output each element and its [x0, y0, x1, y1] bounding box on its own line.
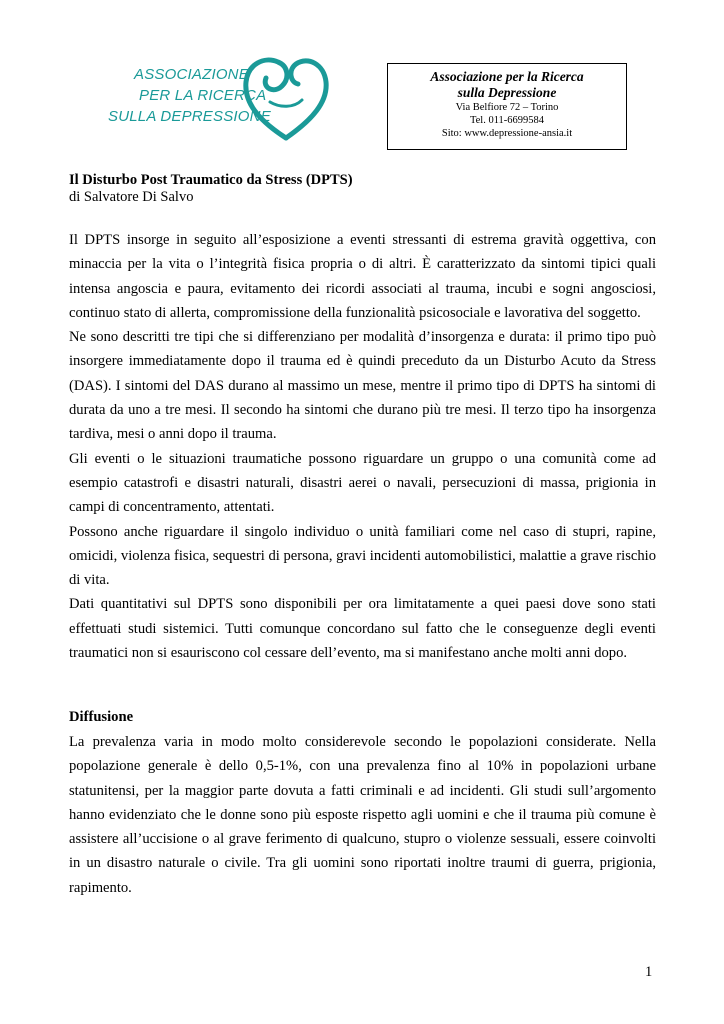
paragraph: Il DPTS insorge in seguito all’esposizione a eventi stressanti di estrema gravità oggettiva, con minaccia per la vita o l’integrità fisica propria o di altri. È caratterizzato da sintomi tipici quali intensa angoscia e paura, evitamento dei ricordi associati al trauma, incubi e sogni angosciosi, continuo stato di allerta, compromissione della funzionalità psicosociale e lavorativa del soggetto. [69, 232, 656, 321]
association-address: Via Belfiore 72 – Torino [455, 102, 559, 113]
association-phone: Tel. 011-6699584 [469, 115, 545, 126]
logo-line-1: ASSOCIAZIONE [134, 66, 249, 83]
article-title: Il Disturbo Post Traumatico da Stress (DPTS) [69, 172, 353, 188]
association-name-line-1: Associazione per la Ricerca [430, 69, 584, 84]
association-name-line-2: sulla Depressione [457, 85, 557, 100]
page-number: 1 [645, 964, 653, 980]
logo-text [108, 64, 271, 127]
association-site: Sito: www.depressione-ansia.it [441, 128, 573, 139]
article-body [69, 228, 656, 665]
paragraph: Ne sono descritti tre tipi che si differenziano per modalità d’insorgenza e durata: il primo tipo può insorgere immediatamente dopo il trauma ed è quindi preceduto da un Disturbo Acuto da Stress (DAS). I sintomi del DAS durano al massimo un mese, mentre il primo tipo di DPTS ha sintomi di durata da uno a tre mesi. Il secondo ha sintomi che durano più tre mesi. Il terzo tipo ha insorgenza tardiva, mesi o anni dopo il trauma. [69, 329, 656, 443]
section-body [69, 730, 656, 900]
heart-swirl-logo-icon [240, 50, 332, 144]
paragraph: Dati quantitativi sul DPTS sono disponibili per ora limitatamente a quei paesi dove sono stati effettuati studi sistemici. Tutti comunque concordano sul fatto che le conseguenze degli eventi traumatici non si esauriscono col cessare dell’evento, ma si manifestano anche molti anni dopo. [69, 596, 656, 662]
logo-line-2: PER LA RICERCA [139, 87, 267, 104]
paragraph: La prevalenza varia in modo molto considerevole secondo le popolazioni considerate. Nella popolazione generale è dello 0,5-1%, con una prevalenza fino al 10% in popolazioni urbane statunitensi, per la maggior parte dovuta a fatti criminali e ad incidenti. Gli studi sull’argomento hanno evidenziato che le donne sono più esposte rispetto agli uomini e che il trauma più comune è assistere all’uccisione o al grave ferimento di qualcuno, stupro o violenze sessuali, essere coinvolti in un disastro naturale o civile. Tra gli uomini sono riportati inoltre traumi di guerra, prigionia, rapimento. [69, 734, 656, 896]
section-heading: Diffusione [69, 709, 134, 725]
paragraph: Possono anche riguardare il singolo individuo o unità familiari come nel caso di stupri, rapine, omicidi, violenza fisica, sequestri di persona, gravi incidenti automobilistici, malattie a grave rischio di vita. [69, 523, 656, 589]
association-info-box [387, 63, 627, 150]
paragraph: Gli eventi o le situazioni traumatiche possono riguardare un gruppo o una comunità come ad esempio catastrofi e disastri naturali, disastri aerei o navali, persecuzioni di massa, prigionia in campi di concentramento, attentati. [69, 450, 656, 516]
logo-line-3: SULLA DEPRESSIONE [108, 108, 271, 125]
article-author: di Salvatore Di Salvo [69, 189, 194, 205]
